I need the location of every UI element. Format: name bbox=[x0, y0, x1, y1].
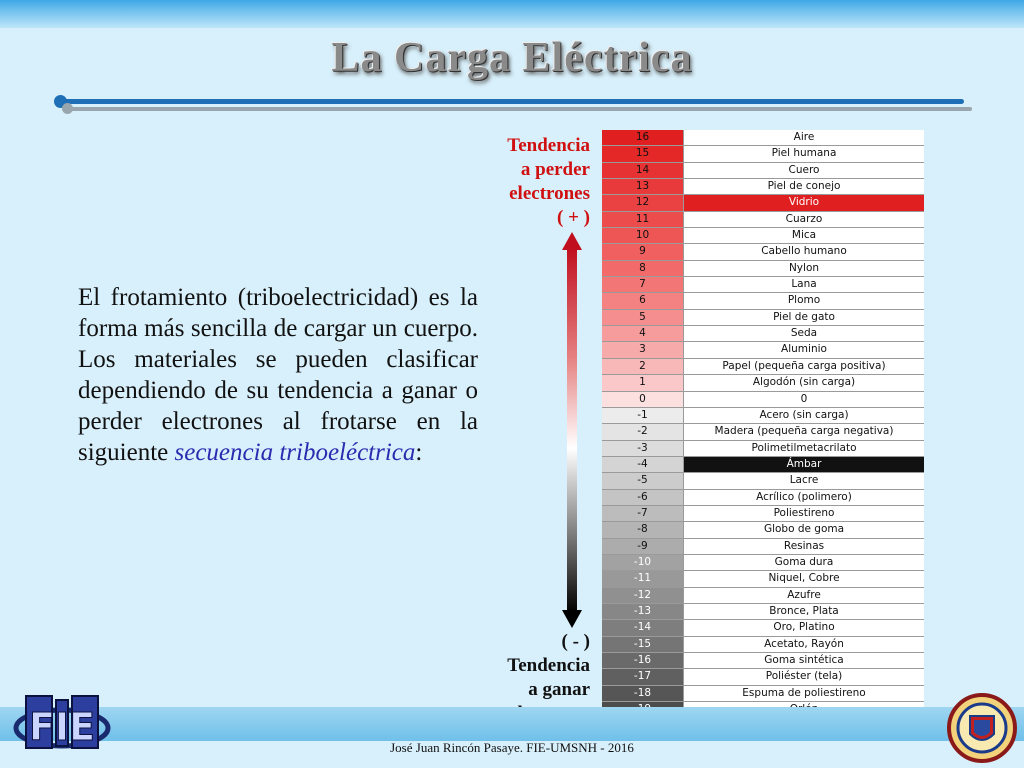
table-cell-value: -1 bbox=[602, 408, 684, 423]
table-cell-material: Acetato, Rayón bbox=[684, 637, 924, 652]
rule-dot-gray bbox=[62, 103, 73, 114]
table-cell-material: Acero (sin carga) bbox=[684, 408, 924, 423]
table-row bbox=[602, 130, 924, 146]
arrow-down-icon bbox=[562, 610, 582, 628]
table-cell-value: 3 bbox=[602, 342, 684, 357]
table-cell-material: Madera (pequeña carga negativa) bbox=[684, 424, 924, 439]
table-cell-material: Vidrio bbox=[684, 195, 924, 210]
table-cell-value: 13 bbox=[602, 179, 684, 194]
body-highlight: secuencia triboeléctrica bbox=[174, 439, 416, 466]
table-cell-value: -16 bbox=[602, 653, 684, 668]
table-cell-material: Nylon bbox=[684, 261, 924, 276]
table-cell-material: Piel de conejo bbox=[684, 179, 924, 194]
table-row bbox=[602, 686, 924, 702]
table-row bbox=[602, 326, 924, 342]
top-band bbox=[0, 0, 1024, 28]
table-cell-material: Poliéster (tela) bbox=[684, 669, 924, 684]
triboelectric-table bbox=[602, 130, 924, 735]
table-cell-value: -9 bbox=[602, 539, 684, 554]
table-row bbox=[602, 228, 924, 244]
body-text-end: : bbox=[415, 439, 423, 466]
table-cell-value: -8 bbox=[602, 522, 684, 537]
footer-credit: José Juan Rincón Pasaye. FIE-UMSNH - 2016 bbox=[390, 740, 634, 755]
table-row bbox=[602, 195, 924, 211]
table-cell-material: Aluminio bbox=[684, 342, 924, 357]
table-row bbox=[602, 571, 924, 587]
table-cell-material: Papel (pequeña carga positiva) bbox=[684, 359, 924, 374]
table-cell-material: Goma sintética bbox=[684, 653, 924, 668]
table-cell-material: Oro, Platino bbox=[684, 620, 924, 635]
table-row bbox=[602, 261, 924, 277]
table-cell-value: -11 bbox=[602, 571, 684, 586]
table-row bbox=[602, 522, 924, 538]
table-cell-value: -15 bbox=[602, 637, 684, 652]
table-row bbox=[602, 539, 924, 555]
table-cell-material: Ámbar bbox=[684, 457, 924, 472]
lose-label-sign: ( + ) bbox=[557, 207, 590, 228]
table-cell-value: 14 bbox=[602, 163, 684, 178]
table-cell-value: 5 bbox=[602, 310, 684, 325]
table-cell-material: Bronce, Plata bbox=[684, 604, 924, 619]
table-cell-material: Resinas bbox=[684, 539, 924, 554]
table-cell-value: -5 bbox=[602, 473, 684, 488]
table-cell-material: Acrílico (polimero) bbox=[684, 490, 924, 505]
table-cell-value: 1 bbox=[602, 375, 684, 390]
table-cell-material: Mica bbox=[684, 228, 924, 243]
table-cell-value: 8 bbox=[602, 261, 684, 276]
table-cell-value: 10 bbox=[602, 228, 684, 243]
footer-band bbox=[0, 707, 1024, 741]
table-row bbox=[602, 310, 924, 326]
gain-label-line: Tendencia bbox=[507, 655, 590, 676]
lose-label-line: electrones bbox=[509, 183, 590, 204]
table-cell-value: -17 bbox=[602, 669, 684, 684]
table-row bbox=[602, 277, 924, 293]
table-cell-value: 4 bbox=[602, 326, 684, 341]
table-cell-value: -18 bbox=[602, 686, 684, 701]
table-cell-material: Lacre bbox=[684, 473, 924, 488]
table-cell-material: Azufre bbox=[684, 588, 924, 603]
table-cell-value: 6 bbox=[602, 293, 684, 308]
slide-title: La Carga Eléctrica bbox=[331, 35, 693, 81]
table-row bbox=[602, 588, 924, 604]
table-row bbox=[602, 244, 924, 260]
table-cell-material: Seda bbox=[684, 326, 924, 341]
table-cell-material: Poliestireno bbox=[684, 506, 924, 521]
table-row bbox=[602, 342, 924, 358]
body-text: El frotamiento (triboelectricidad) es la forma más sencilla de cargar un cuerpo. Los materiales se pueden clasificar dependiendo de su tendencia a ganar o perder electrones al frotarse en la siguiente bbox=[78, 284, 478, 466]
table-row bbox=[602, 669, 924, 685]
table-cell-value: 16 bbox=[602, 130, 684, 145]
fie-logo-icon bbox=[12, 690, 112, 754]
table-cell-value: 7 bbox=[602, 277, 684, 292]
gain-label-line: a ganar bbox=[528, 679, 590, 700]
tendency-arrow bbox=[567, 248, 577, 612]
table-cell-material: Piel de gato bbox=[684, 310, 924, 325]
table-cell-value: -4 bbox=[602, 457, 684, 472]
table-row bbox=[602, 653, 924, 669]
table-row bbox=[602, 620, 924, 636]
table-row bbox=[602, 359, 924, 375]
university-seal-icon bbox=[944, 692, 1020, 764]
table-row bbox=[602, 555, 924, 571]
table-cell-material: Piel humana bbox=[684, 146, 924, 161]
table-row bbox=[602, 441, 924, 457]
table-cell-value: -3 bbox=[602, 441, 684, 456]
table-cell-material: Lana bbox=[684, 277, 924, 292]
table-cell-material: Cuarzo bbox=[684, 212, 924, 227]
table-cell-value: -12 bbox=[602, 588, 684, 603]
gain-label-sign: ( - ) bbox=[561, 631, 590, 652]
table-cell-material: Aire bbox=[684, 130, 924, 145]
table-cell-material: Polimetilmetacrilato bbox=[684, 441, 924, 456]
table-cell-value: 15 bbox=[602, 146, 684, 161]
table-cell-value: 9 bbox=[602, 244, 684, 259]
title-rule-gray bbox=[68, 107, 972, 111]
lose-label-line: a perder bbox=[520, 159, 590, 180]
table-cell-material: Cuero bbox=[684, 163, 924, 178]
table-row bbox=[602, 473, 924, 489]
table-row bbox=[602, 163, 924, 179]
table-row bbox=[602, 424, 924, 440]
table-row bbox=[602, 637, 924, 653]
title-rule-blue bbox=[60, 99, 964, 104]
table-cell-material: Goma dura bbox=[684, 555, 924, 570]
table-cell-value: 2 bbox=[602, 359, 684, 374]
table-row bbox=[602, 179, 924, 195]
table-cell-value: -14 bbox=[602, 620, 684, 635]
table-cell-value: -6 bbox=[602, 490, 684, 505]
table-row bbox=[602, 506, 924, 522]
table-row bbox=[602, 604, 924, 620]
table-cell-value: -13 bbox=[602, 604, 684, 619]
table-row bbox=[602, 293, 924, 309]
table-cell-material: Cabello humano bbox=[684, 244, 924, 259]
table-cell-material: 0 bbox=[684, 392, 924, 407]
table-cell-material: Globo de goma bbox=[684, 522, 924, 537]
table-cell-material: Plomo bbox=[684, 293, 924, 308]
table-row bbox=[602, 457, 924, 473]
table-row bbox=[602, 212, 924, 228]
table-row bbox=[602, 146, 924, 162]
table-cell-value: 0 bbox=[602, 392, 684, 407]
table-row bbox=[602, 408, 924, 424]
table-row bbox=[602, 490, 924, 506]
table-cell-material: Algodón (sin carga) bbox=[684, 375, 924, 390]
table-cell-value: -10 bbox=[602, 555, 684, 570]
table-cell-value: -2 bbox=[602, 424, 684, 439]
logo-text: FIE bbox=[28, 705, 96, 749]
table-row bbox=[602, 392, 924, 408]
table-cell-value: 12 bbox=[602, 195, 684, 210]
lose-electrons-label bbox=[507, 134, 590, 230]
body-paragraph bbox=[78, 282, 478, 468]
table-row bbox=[602, 375, 924, 391]
table-cell-material: Niquel, Cobre bbox=[684, 571, 924, 586]
table-cell-value: 11 bbox=[602, 212, 684, 227]
table-cell-value: -7 bbox=[602, 506, 684, 521]
lose-label-line: Tendencia bbox=[507, 135, 590, 156]
table-cell-material: Espuma de poliestireno bbox=[684, 686, 924, 701]
